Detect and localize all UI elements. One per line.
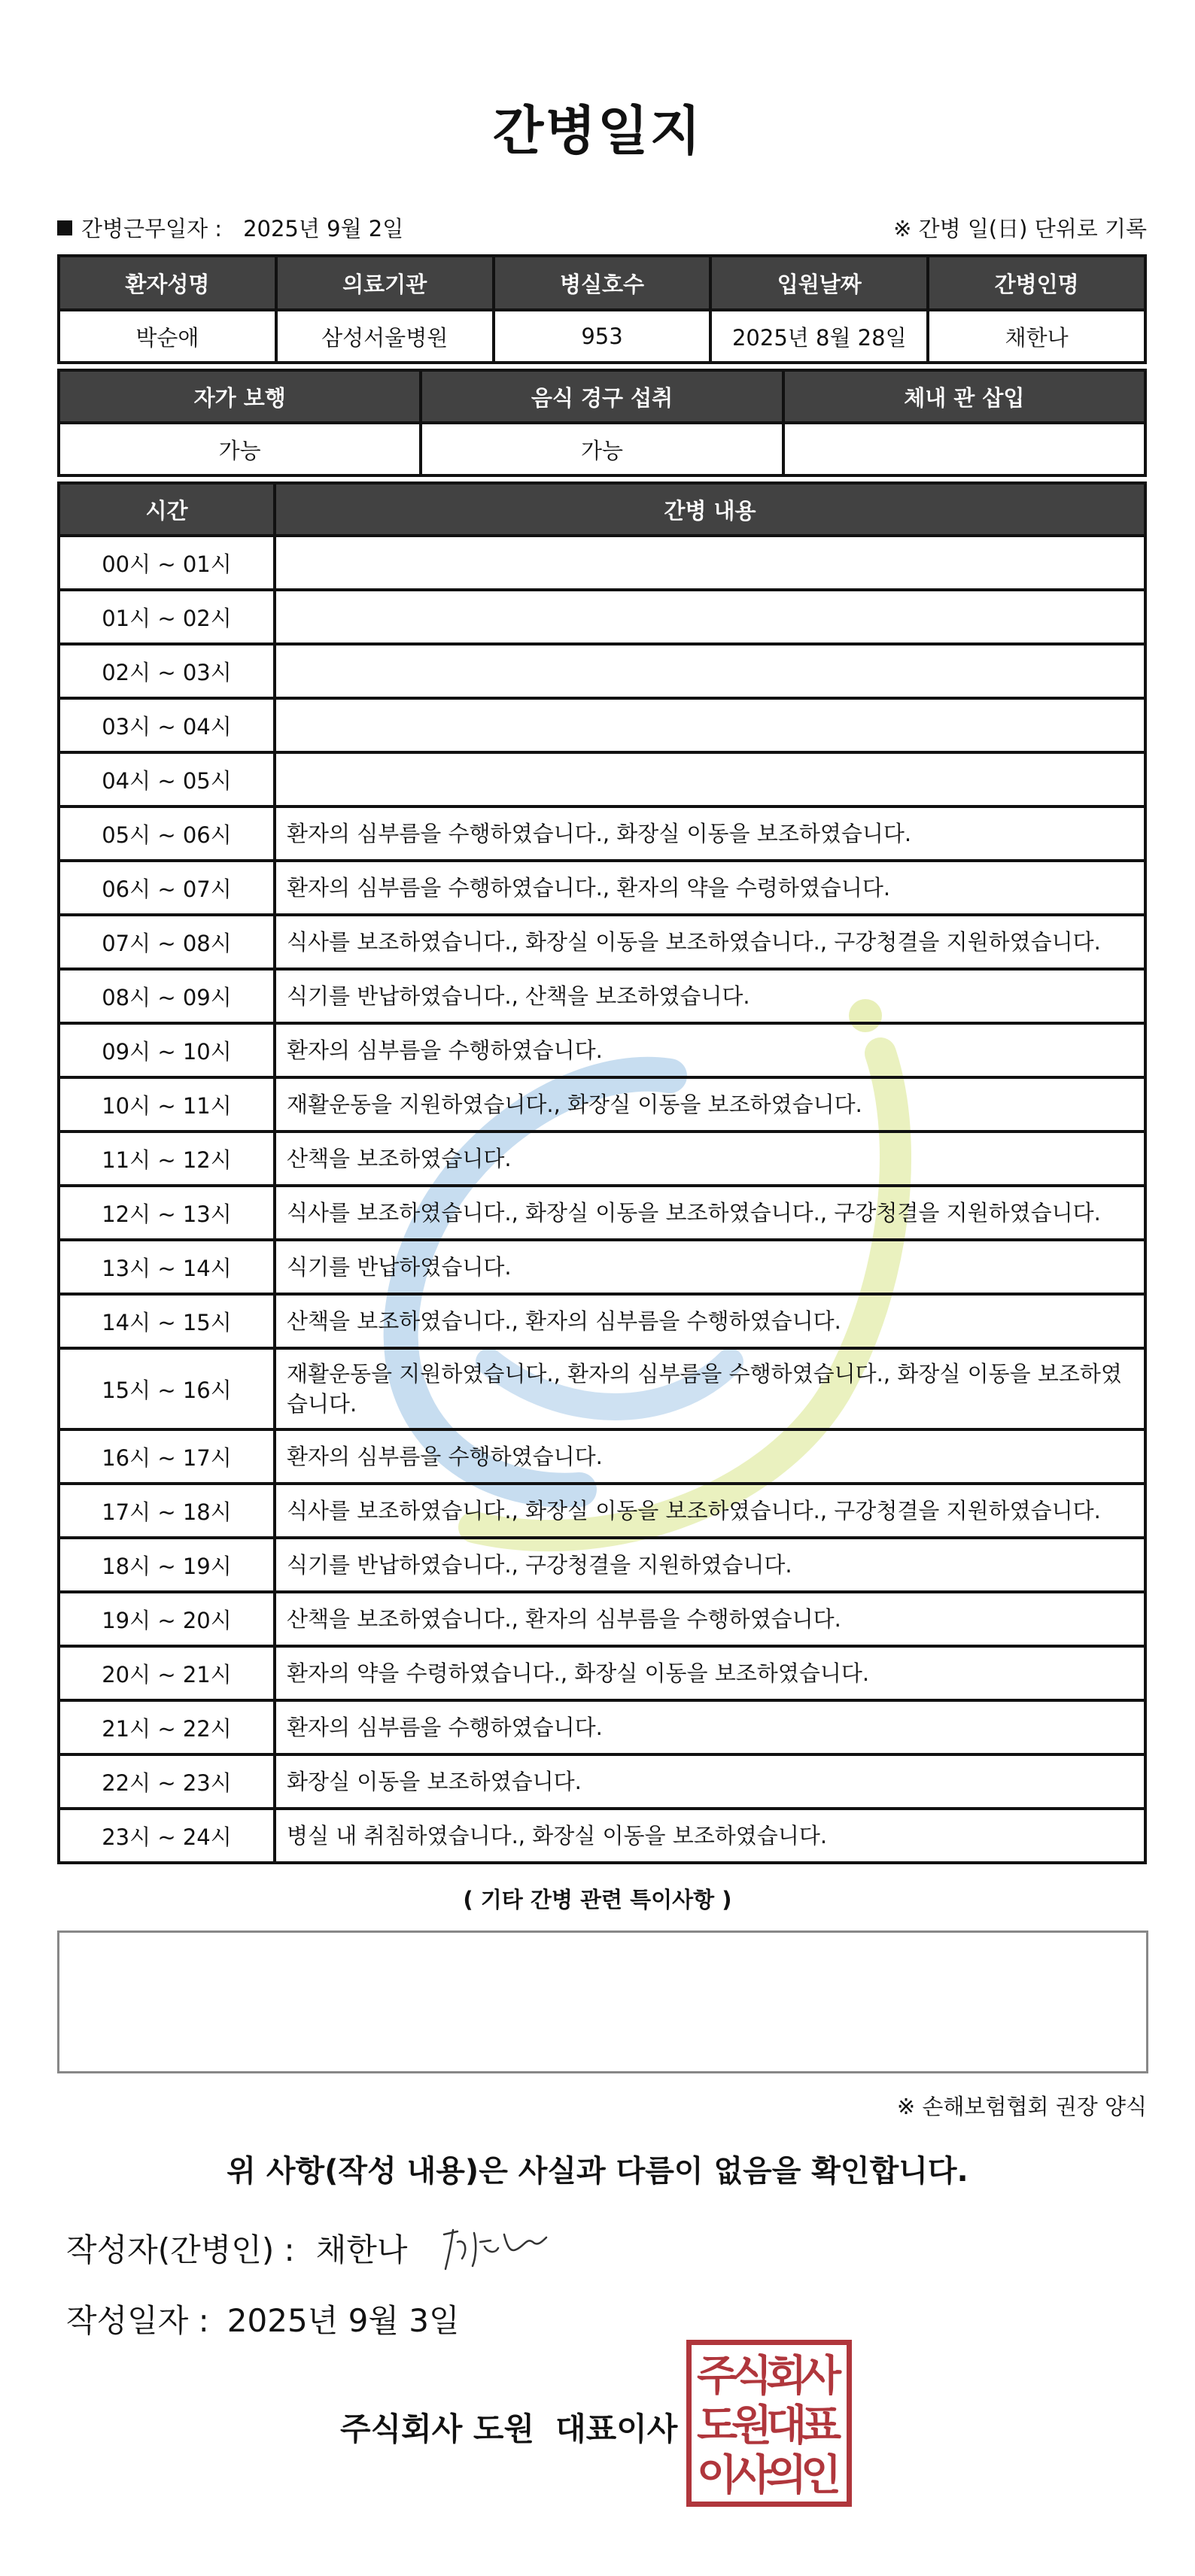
table-row [59,698,1145,752]
care-content-cell: 환자의 심부름을 수행하였습니다., 환자의 약을 수령하였습니다. [275,861,1145,915]
care-content-cell: 환자의 심부름을 수행하였습니다. [275,1700,1145,1754]
insurance-note: ※ 손해보험협회 권장 양식 [896,2094,1147,2119]
care-content-cell: 식사를 보조하였습니다., 화장실 이동을 보조하였습니다., 구강청결을 지원하였습니다. [275,915,1145,969]
care-content-cell [275,536,1145,590]
bullet-square-icon [57,220,72,235]
care-content-cell: 환자의 약을 수령하였습니다., 화장실 이동을 보조하였습니다. [275,1646,1145,1700]
time-cell: 16시 ~ 17시 [59,1429,275,1484]
header-room: 병실호수 [494,256,711,310]
svg-text:표: 표 [800,2401,842,2450]
time-cell: 02시 ~ 03시 [59,644,275,698]
time-cell: 12시 ~ 13시 [59,1186,275,1240]
header-walking: 자가 보행 [59,370,421,423]
care-content-cell [275,644,1145,698]
care-content-cell: 식기를 반납하였습니다. [275,1240,1145,1294]
table-row [59,644,1145,698]
header-hospital: 의료기관 [276,256,494,310]
time-cell: 14시 ~ 15시 [59,1294,275,1348]
svg-text:회: 회 [765,2352,807,2401]
svg-text:대: 대 [765,2401,807,2450]
time-cell: 04시 ~ 05시 [59,752,275,807]
patient-info-table [57,254,1147,364]
time-cell: 05시 ~ 06시 [59,807,275,861]
time-cell: 03시 ~ 04시 [59,698,275,752]
table-row [59,969,1145,1023]
page-title: 간병일지 [492,100,703,162]
table-row [59,1592,1145,1646]
care-content-cell: 재활운동을 지원하였습니다., 환자의 심부름을 수행하였습니다., 화장실 이동을 보조하였습니다. [275,1348,1145,1429]
care-content-cell: 산책을 보조하였습니다., 환자의 심부름을 수행하였습니다. [275,1592,1145,1646]
care-content-cell: 환자의 심부름을 수행하였습니다. [275,1429,1145,1484]
date-value: 2025년 9월 3일 [227,2302,460,2339]
admission-date: 2025년 8월 28일 [710,310,928,363]
table-row [59,1132,1145,1186]
care-content-cell: 환자의 심부름을 수행하였습니다. [275,1023,1145,1077]
svg-text:사: 사 [731,2451,773,2500]
table-row [59,1240,1145,1294]
time-cell: 09시 ~ 10시 [59,1023,275,1077]
time-cell: 19시 ~ 20시 [59,1592,275,1646]
table-row [59,1186,1145,1240]
oral-intake-value: 가능 [421,423,783,475]
time-cell: 17시 ~ 18시 [59,1484,275,1538]
care-content-cell: 병실 내 취침하였습니다., 화장실 이동을 보조하였습니다. [275,1809,1145,1863]
time-cell: 10시 ~ 11시 [59,1077,275,1132]
hospital: 삼성서울병원 [276,310,494,363]
care-content-cell: 산책을 보조하였습니다. [275,1132,1145,1186]
svg-text:식: 식 [731,2352,773,2401]
svg-text:도: 도 [696,2401,738,2450]
header-patient-name: 환자성명 [59,256,276,310]
time-cell: 07시 ~ 08시 [59,915,275,969]
patient-status-table [57,369,1147,477]
company-line [340,2404,677,2450]
record-note: ※ 간병 일(日) 단위로 기록 [893,216,1147,242]
work-date-info [57,212,403,243]
svg-text:주: 주 [696,2352,738,2401]
care-content-cell [275,590,1145,644]
care-content-cell: 식사를 보조하였습니다., 화장실 이동을 보조하였습니다., 구강청결을 지원하였습니다. [275,1186,1145,1240]
table-row [59,1023,1145,1077]
time-cell: 18시 ~ 19시 [59,1538,275,1592]
time-cell: 11시 ~ 12시 [59,1132,275,1186]
table-row [59,1429,1145,1484]
writer-label: 작성자(간병인) : [66,2231,295,2268]
table-row [59,1484,1145,1538]
time-cell: 13시 ~ 14시 [59,1240,275,1294]
time-cell: 23시 ~ 24시 [59,1809,275,1863]
header-oral-intake: 음식 경구 섭취 [421,370,783,423]
table-row [59,1809,1145,1863]
care-content-cell: 식사를 보조하였습니다., 화장실 이동을 보조하였습니다., 구강청결을 지원하였습니다. [275,1484,1145,1538]
header-time: 시간 [59,483,275,536]
special-notes-title: ( 기타 간병 관련 특이사항 ) [463,1887,732,1912]
work-date-label: 간병근무일자 : [81,216,223,242]
signature-image [435,2219,555,2280]
header-content: 간병 내용 [275,483,1145,536]
walking-value: 가능 [59,423,421,475]
care-content-cell: 화장실 이동을 보조하였습니다. [275,1754,1145,1809]
care-content-cell: 재활운동을 지원하였습니다., 화장실 이동을 보조하였습니다. [275,1077,1145,1132]
time-cell: 08시 ~ 09시 [59,969,275,1023]
tube-value [783,423,1145,475]
written-date-line [66,2296,460,2341]
care-content-cell [275,698,1145,752]
room-number: 953 [494,310,711,363]
special-notes-box [57,1930,1148,2073]
table-row [59,1077,1145,1132]
writer-line [66,2225,407,2271]
care-content-cell: 환자의 심부름을 수행하였습니다., 화장실 이동을 보조하였습니다. [275,807,1145,861]
company-name: 주식회사 도원 [340,2410,535,2447]
date-label: 작성일자 : [66,2302,209,2339]
header-caregiver: 간병인명 [928,256,1145,310]
svg-text:사: 사 [800,2352,842,2401]
table-row [59,915,1145,969]
table-row [59,1348,1145,1429]
time-cell: 20시 ~ 21시 [59,1646,275,1700]
time-cell: 06시 ~ 07시 [59,861,275,915]
table-row [59,861,1145,915]
table-row [59,807,1145,861]
table-row [59,536,1145,590]
table-row [59,1538,1145,1592]
care-content-cell [275,752,1145,807]
table-row [59,1646,1145,1700]
svg-text:이: 이 [696,2451,738,2500]
table-row [59,752,1145,807]
representative-title: 대표이사 [555,2410,678,2447]
writer-name: 채한나 [315,2231,408,2268]
table-row [59,590,1145,644]
time-cell: 15시 ~ 16시 [59,1348,275,1429]
table-row [59,1754,1145,1809]
care-content-cell: 식기를 반납하였습니다., 산책을 보조하였습니다. [275,969,1145,1023]
table-row [59,1294,1145,1348]
confirmation-statement: 위 사항(작성 내용)은 사실과 다름이 없음을 확인합니다. [227,2154,968,2189]
svg-text:의: 의 [765,2451,807,2500]
time-cell: 22시 ~ 23시 [59,1754,275,1809]
care-content-cell: 식기를 반납하였습니다., 구강청결을 지원하였습니다. [275,1538,1145,1592]
header-tube: 체내 관 삽입 [783,370,1145,423]
time-cell: 00시 ~ 01시 [59,536,275,590]
care-content-cell: 산책을 보조하였습니다., 환자의 심부름을 수행하였습니다. [275,1294,1145,1348]
patient-name: 박순애 [59,310,276,363]
svg-text:인: 인 [800,2451,842,2500]
company-seal-stamp [686,2340,852,2507]
care-log-table [57,481,1147,1864]
time-cell: 01시 ~ 02시 [59,590,275,644]
header-admission-date: 입원날짜 [710,256,928,310]
table-row [59,1700,1145,1754]
work-date-value: 2025년 9월 2일 [243,216,404,242]
time-cell: 21시 ~ 22시 [59,1700,275,1754]
caregiver-name: 채한나 [928,310,1145,363]
svg-text:원: 원 [731,2401,773,2450]
